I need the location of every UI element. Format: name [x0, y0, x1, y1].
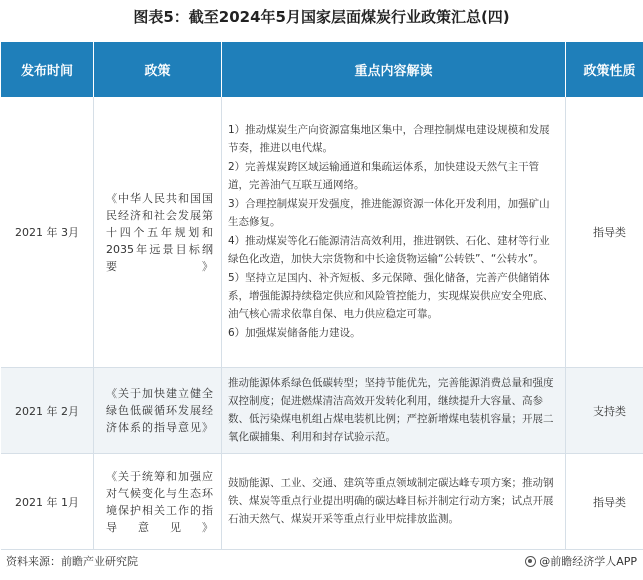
- policy-cell: 《关于加快建立健全绿色低碳循环发展经济体系的指导意见》: [94, 368, 222, 454]
- policy-cell: 《关于统筹和加强应对气候变化与生态环境保护相关工作的指导意见》: [94, 454, 222, 550]
- interpretation-point: 鼓励能源、工业、交通、建筑等重点领域制定碳达峰专项方案；推动钢铁、煤炭等重点行业提出明确的碳达峰目标并制定行动方案；试点开展石油天然气、煤炭开采等重点行业甲烷排放监测。: [228, 477, 554, 525]
- policy-cell: 《中华人民共和国国民经济和社会发展第十四个五年规划和2035年远景目标纲要》: [94, 97, 222, 368]
- table-row: [1, 97, 643, 368]
- date-cell: 2021 年 3月: [1, 97, 94, 368]
- interpretation-point: 4）推动煤炭等化石能源清洁高效利用，推进钢铁、石化、建材等行业绿色化改造，加快大宗货物和中长途货物运输“公转铁”、“公转水”。: [228, 235, 550, 265]
- source-note: 资料来源：前瞻产业研究院: [6, 555, 138, 568]
- brand-credit-text: @前瞻经济学人APP: [539, 555, 637, 568]
- table-header-row: [1, 42, 643, 97]
- header-interpretation: 重点内容解读: [222, 42, 566, 97]
- interpretation-point: 1）推动煤炭生产向资源富集地区集中，合理控制煤电建设规模和发展节奏，推进以电代煤。: [228, 124, 550, 154]
- header-nature: 政策性质: [566, 42, 643, 97]
- brand-logo-icon: [525, 556, 536, 567]
- interpretation-cell: [222, 454, 566, 550]
- interpretation-cell: [222, 97, 566, 368]
- header-policy: 政策: [94, 42, 222, 97]
- date-cell: 2021 年 2月: [1, 368, 94, 454]
- nature-cell: 支持类: [566, 368, 643, 454]
- table-row: [1, 368, 643, 454]
- interpretation-point: 推动能源体系绿色低碳转型；坚持节能优先，完善能源消费总量和强度双控制度；促进燃煤清洁高效开发转化利用，继续提升大容量、高参数、低污染煤电机组占煤电装机比例；严控新增煤电装机容量；开展二氧化碳捕集、利用和封存试验示范。: [228, 377, 554, 443]
- policy-table: [1, 42, 643, 550]
- interpretation-point: 2）完善煤炭跨区域运输通道和集疏运体系，加快建设天然气主干管道，完善油气互联互通网络。: [228, 161, 540, 191]
- interpretation-point: 6）加强煤炭储备能力建设。: [228, 327, 361, 339]
- interpretation-point: 5）坚持立足国内、补齐短板、多元保障、强化储备，完善产供储销体系，增强能源持续稳定供应和风险管控能力，实现煤炭供应安全兜底、油气核心需求依靠自保、电力供应稳定可靠。: [228, 272, 554, 320]
- interpretation-cell: [222, 368, 566, 454]
- date-cell: 2021 年 1月: [1, 454, 94, 550]
- page-title: 图表5：截至2024年5月国家层面煤炭行业政策汇总(四): [133, 8, 510, 26]
- interpretation-point: 3）合理控制煤炭开发强度，推进能源资源一体化开发利用，加强矿山生态修复。: [228, 198, 550, 228]
- table-row: [1, 454, 643, 550]
- header-date: 发布时间: [1, 42, 94, 97]
- nature-cell: 指导类: [566, 454, 643, 550]
- brand-credit: [525, 553, 637, 569]
- nature-cell: 指导类: [566, 97, 643, 368]
